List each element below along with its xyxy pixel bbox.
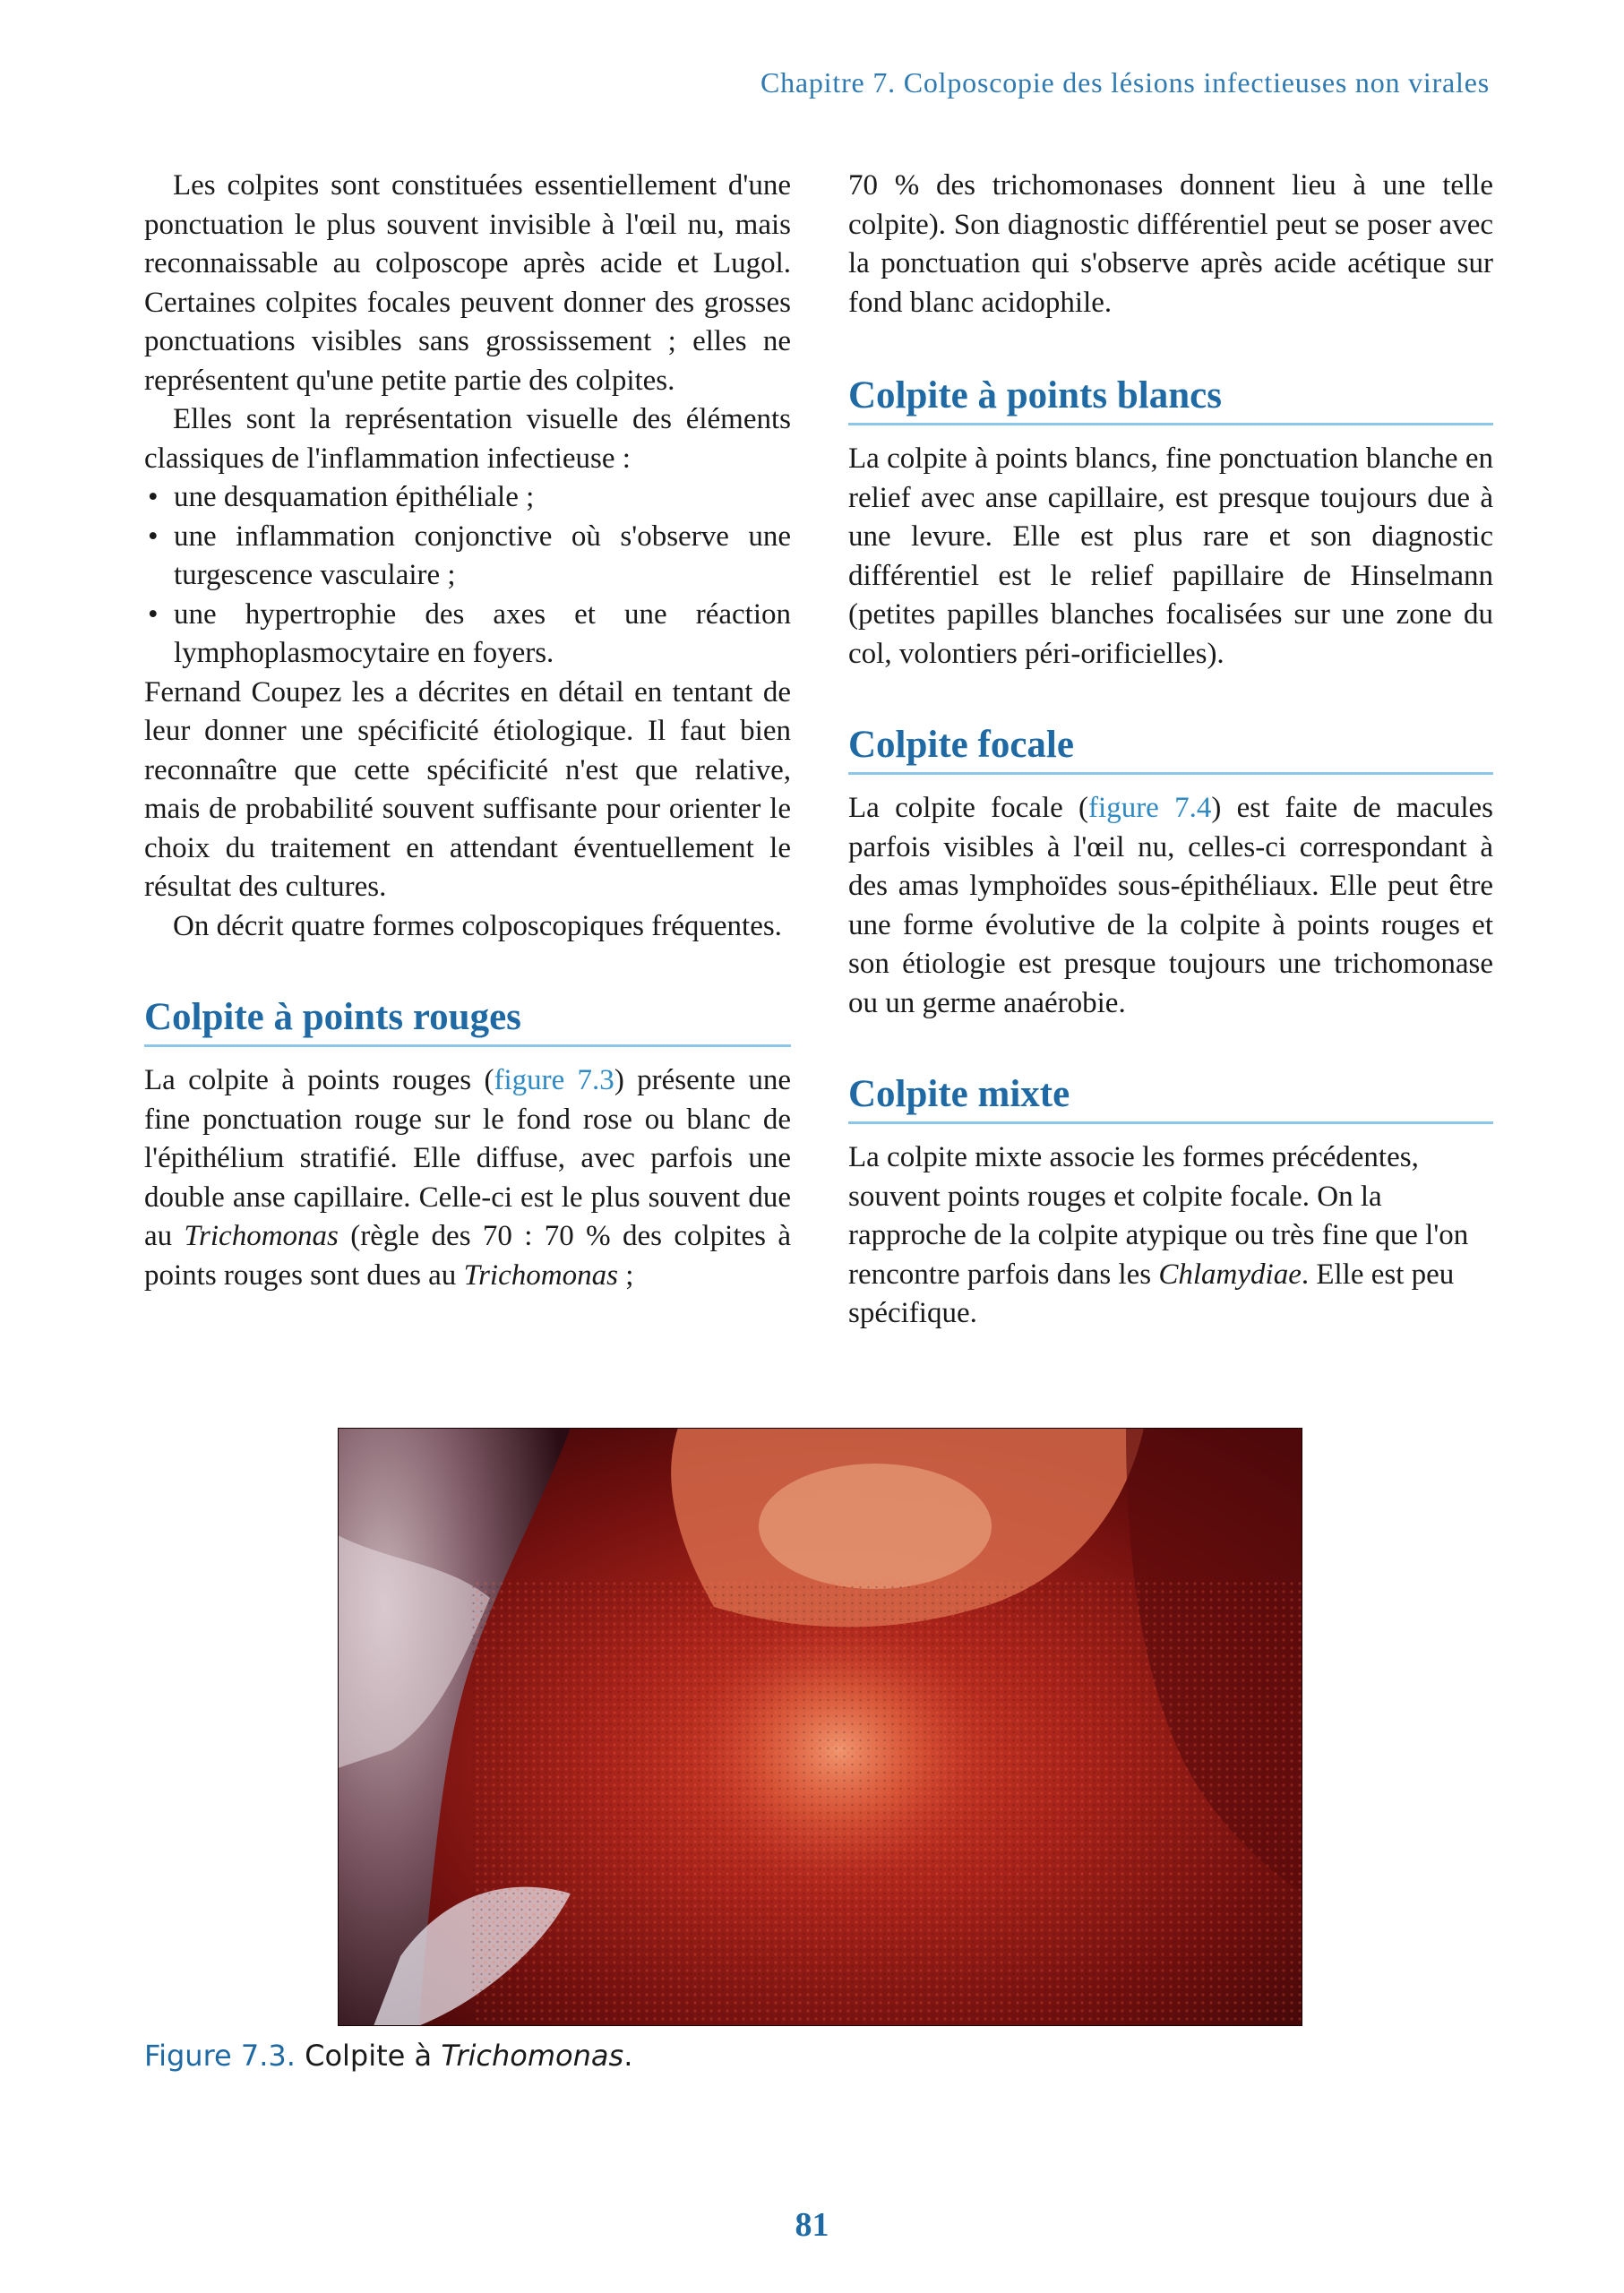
figure-7-3-link[interactable]: figure 7.3	[494, 1064, 614, 1096]
colposcopy-photo	[338, 1428, 1302, 2026]
caption-text: .	[623, 2039, 633, 2073]
text-run: ;	[617, 1258, 634, 1292]
section-text-points-blancs: La colpite à points blancs, fine ponctuation blanche en relief avec anse capillaire, est presque toujours due à une levure. Elle est plus rare et son diagnostic différentiel est le relief papillaire de Hinselmann (petites papilles blanches focalisées sur une zone du col, volontiers péri-orificielles).	[848, 442, 1493, 670]
section-title-points-blancs: Colpite à points blancs	[848, 373, 1493, 425]
continuation-paragraph: 70 % des trichomonases donnent lieu à une telle colpite). Son diagnostic différentiel peut se poser avec la ponctuation qui s'observe après acide acétique sur fond blanc acidophile.	[848, 169, 1493, 319]
section-text-focale	[848, 789, 1493, 1023]
figure-number: Figure 7.3.	[144, 2039, 296, 2073]
intro-paragraph-3: Fernand Coupez les a décrites en détail en tentant de leur donner une spécificité étiologique. Il faut bien reconnaître que cette spécificité n'est que relative, mais de probabilité souvent suffisante pour orienter le choix du traitement en attendant éventuellement le résultat des cultures.	[144, 675, 791, 903]
figure-7-4-link[interactable]: figure 7.4	[1088, 792, 1212, 824]
caption-text: Colpite à	[295, 2039, 442, 2073]
intro-paragraph-4: On décrit quatre formes colposcopiques fréquentes.	[173, 909, 782, 942]
caption-italic: Trichomonas	[441, 2039, 624, 2073]
italic-term: Trichomonas	[184, 1220, 339, 1252]
running-head: Chapitre 7. Colposcopie des lésions infectieuses non virales	[760, 66, 1490, 99]
text-run: (règle des 70 : 70 % des colpites à points rouges sont dues au	[144, 1220, 791, 1292]
list-item: • une desquamation épithéliale ;	[144, 478, 791, 518]
page-number: 81	[795, 2206, 829, 2244]
right-column	[848, 167, 1493, 1334]
italic-term: Trichomonas	[463, 1258, 618, 1292]
list-item: • une hypertrophie des axes et une réaction lymphoplasmocytaire en foyers.	[144, 596, 791, 674]
text-run: La colpite à points rouges (	[144, 1064, 494, 1096]
text-run: La colpite mixte associe les formes précédentes, souvent points rouges et colpite focale. On la rapproche de la colpite atypique ou très fine que l'on rencontre parfois dans les	[848, 1141, 1469, 1291]
section-title-focale: Colpite focale	[848, 722, 1493, 775]
intro-paragraph-2: Elles sont la représentation visuelle des éléments classiques de l'inflammation infectieuse :	[144, 403, 791, 475]
section-text-points-rouges	[144, 1061, 791, 1295]
intro-paragraph-1: Les colpites sont constituées essentiellement d'une ponctuation le plus souvent invisible à l'œil nu, mais reconnaissable au colposcope après acide et Lugol. Certaines colpites focales peuvent donner des grosses ponctuations visibles sans grossissement ; elles ne représentent qu'une petite partie des colpites.	[144, 169, 791, 397]
text-run: ) présente une fine ponctuation rouge sur le fond rose ou blanc de l'épithélium stratifié. Elle diffuse, avec parfois une double anse capillaire. Celle-ci est le plus souvent due au	[144, 1064, 792, 1252]
text-run: La colpite focale (	[848, 792, 1089, 824]
text-run: ) est faite de macules parfois visibles à l'œil nu, celles-ci correspondant à des amas lymphoïdes sous-épithéliaux. Elle peut être une forme évolutive de la colpite à points rouges et son étiologie est presque toujours une trichomonase ou un germe anaérobie.	[848, 792, 1493, 1019]
section-text-mixte	[848, 1138, 1493, 1334]
list-item: • une inflammation conjonctive où s'observe une turgescence vasculaire ;	[144, 518, 791, 596]
italic-term: Chlamydiae	[1158, 1258, 1302, 1291]
left-column	[144, 167, 791, 1295]
figure-caption	[144, 2039, 632, 2073]
inflammation-list	[144, 478, 791, 674]
text-run: . Elle est peu spécifique.	[848, 1258, 1455, 1329]
section-title-points-rouges: Colpite à points rouges	[144, 994, 791, 1047]
section-title-mixte: Colpite mixte	[848, 1071, 1493, 1124]
